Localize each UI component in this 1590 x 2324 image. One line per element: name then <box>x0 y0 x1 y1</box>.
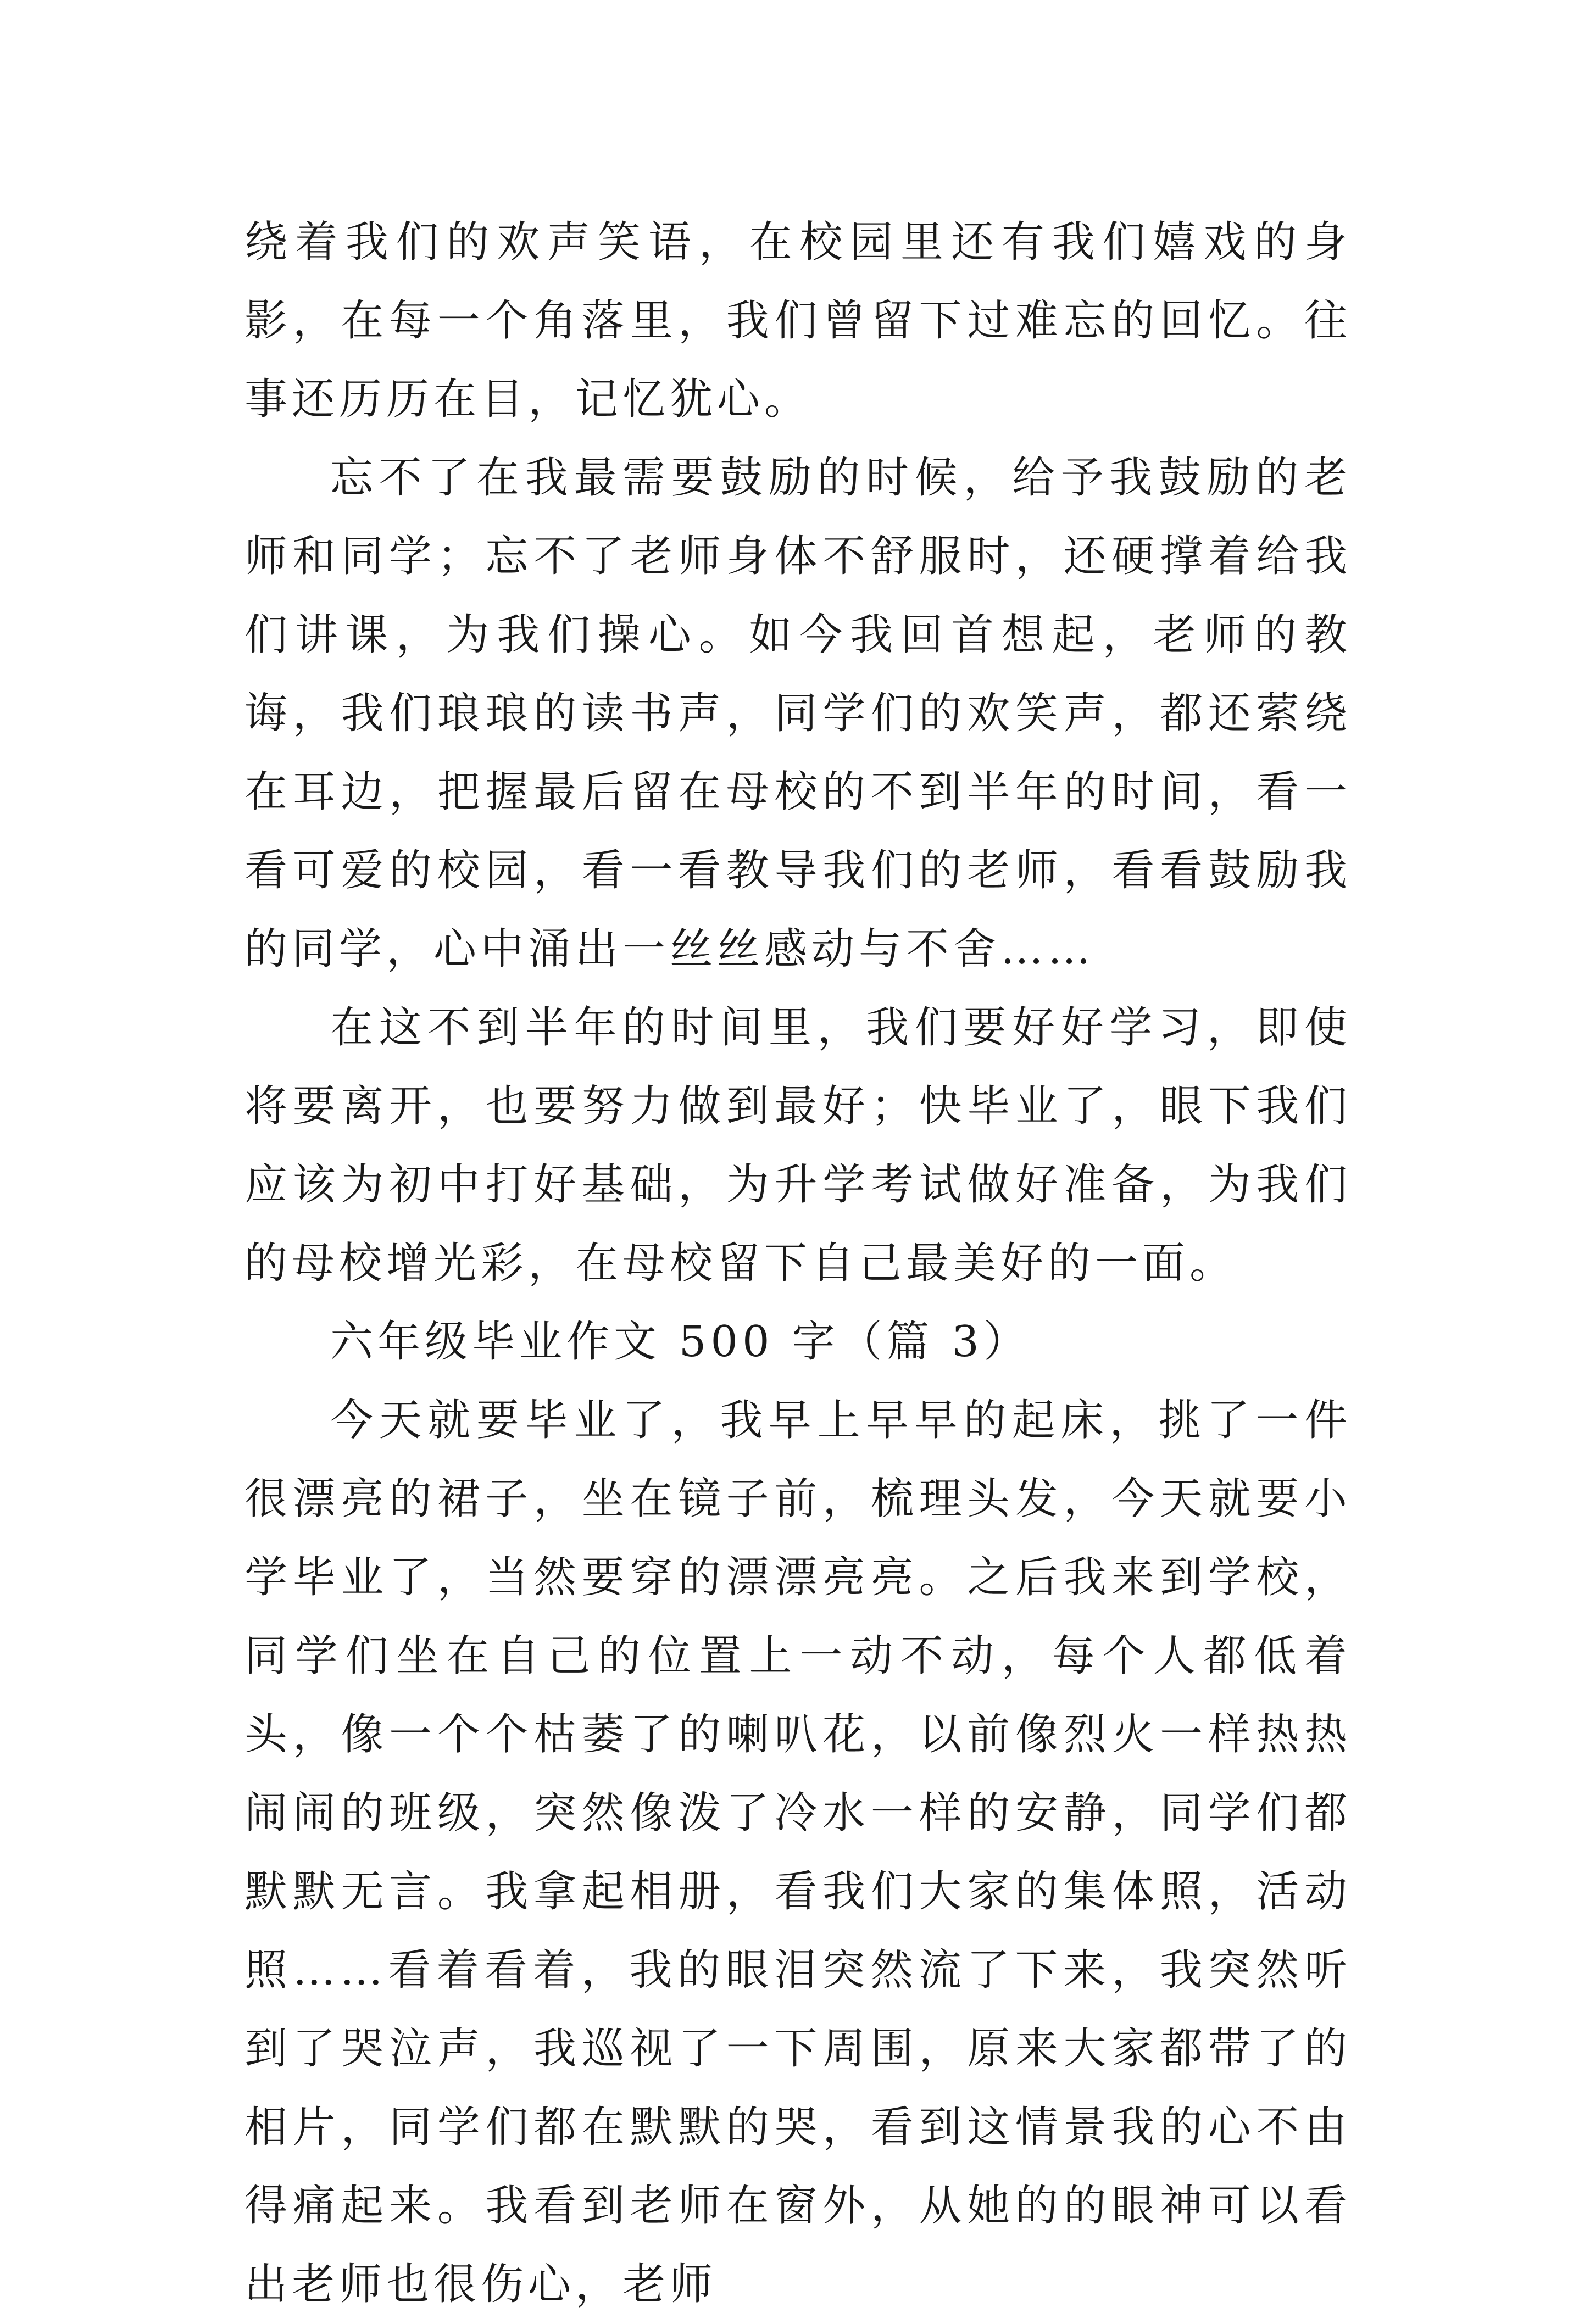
paragraph-study-goals: 在这不到半年的时间里，我们要好好学习，即使将要离开，也要努力做到最好；快毕业了，眼下我们应该为初中打好基础，为升学考试做好准备，为我们的母校增光彩，在母校留下自己最美好的一面。 <box>244 1003 1352 1288</box>
paragraph-memories: 忘不了在我最需要鼓励的时候，给予我鼓励的老师和同学；忘不了老师身体不舒服时，还硬撑着给我们讲课，为我们操心。如今我回首想起，老师的教诲，我们琅琅的读书声，同学们的欢笑声，都还萦绕在耳边，把握最后留在母校的不到半年的时间，看一看可爱的校园，看一看教导我们的老师，看看鼓励我的同学，心中涌出一丝丝感动与不舍…… <box>244 453 1352 974</box>
document-page <box>244 203 1352 2324</box>
section-title: 六年级毕业作文 500 字（篇 3） <box>330 1317 1031 1367</box>
paragraph-continued: 绕着我们的欢声笑语，在校园里还有我们嬉戏的身影，在每一个角落里，我们曾留下过难忘的回忆。往事还历历在目，记忆犹心。 <box>244 218 1352 424</box>
paragraph-graduation-day: 今天就要毕业了，我早上早早的起床，挑了一件很漂亮的裙子，坐在镜子前，梳理头发，今天就要小学毕业了，当然要穿的漂漂亮亮。之后我来到学校，同学们坐在自己的位置上一动不动，每个人都低着头，像一个个枯萎了的喇叭花，以前像烈火一样热热闹闹的班级，突然像泼了冷水一样的安静，同学们都默默无言。我拿起相册，看我们大家的集体照，活动照……看着看着，我的眼泪突然流了下来，我突然听到了哭泣声，我巡视了一下周围，原来大家都带了的相片，同学们都在默默的哭，看到这情景我的心不由得痛起来。我看到老师在窗外，从她的的眼神可以看出老师也很伤心，老师 <box>244 1396 1352 2309</box>
